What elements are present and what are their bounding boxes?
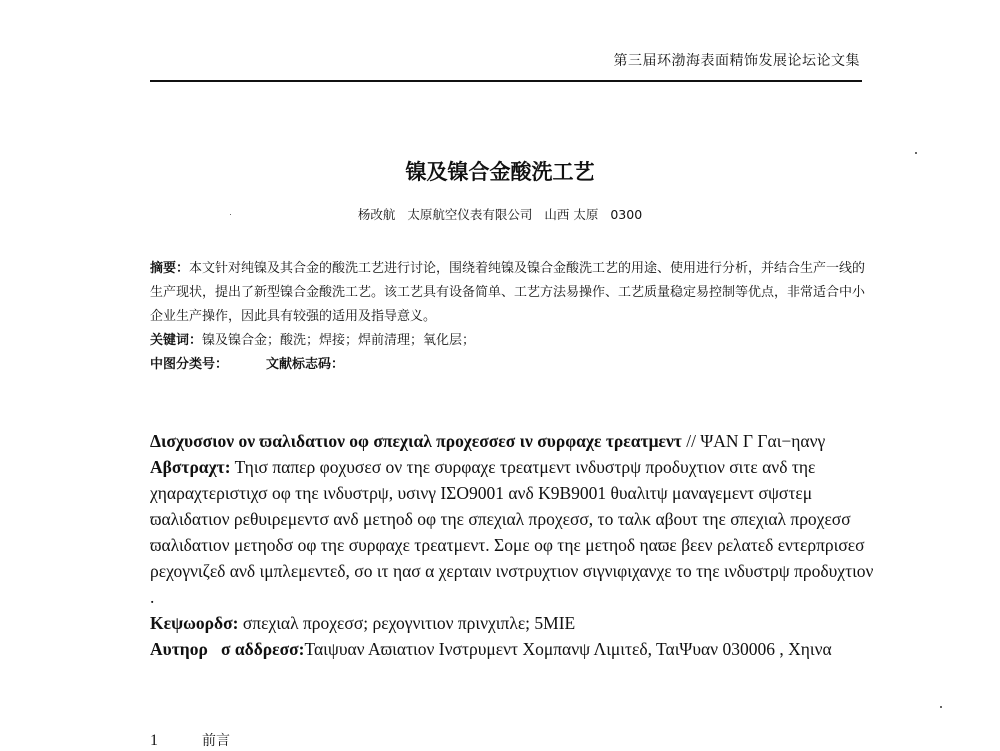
keywords-label: 关键词： (150, 333, 203, 348)
header-rule (150, 80, 862, 82)
chinese-abstract-block (150, 257, 870, 377)
affiliation: 太原航空仪表有限公司 (407, 207, 533, 222)
english-title: Δισχυσσιον ον ϖαλιδατιον οφ σπεχιαλ προχεσσεσ ιν συρφαχε τρεατμεντ (150, 431, 682, 451)
english-author: // ΨΑΝ Γ Γαι−ηανγ (681, 431, 826, 451)
abstract-text: 本文针对纯镍及其合金的酸洗工艺进行讨论，围绕着纯镍及镍合金酸洗工艺的用途、使用进行分析，并结合生产一线的生产现状，提出了新型镍合金酸洗工艺。该工艺具有设备简单、工艺方法易操作、工艺质量稳定易控制等优点，非常适合中小企业生产操作，因此具有较强的适用及指导意义。 (150, 261, 866, 324)
english-abstract-text: Τηισ παπερ φοχυσεσ ον τηε συρφαχε τρεατμεντ ινδυστρψ προδυχτιον σιτε ανδ τηε χηαραχτεριστιχσ οφ τηε ινδυστρψ, υσινγ ΙΣΟ9001 ανδ Κ9Β9001 θυαλιτψ μαναγεμεντ σψστεμ ϖαλιδατιον ρεθυιρεμεντσ ανδ μετηοδ οφ τηε σπεχιαλ προχεσσ, το ταλκ αβουτ τηε σπεχιαλ προχεσσ ϖαλιδατιον μετηοδσ οφ τηε συρφαχε τρεατμεντ. Σομε οφ τηε μετηοδ ηαϖε βεεν ρελατεδ εντερπρισεσ ρεχογνιζεδ ανδ ιμπλεμεντεδ, σο ιτ ηασ α χερταιν ινστρυχτιον σιγνιφιχανχε το τηε ινδυστρψ προδυχτιον . (150, 457, 874, 607)
abstract-label: 摘要： (150, 261, 190, 276)
article-title: 镍及镍合金酸洗工艺 (405, 160, 595, 184)
scan-speck (915, 152, 917, 154)
section-title: 前言 (202, 733, 230, 749)
running-header: 第三届环渤海表面精饰发展论坛论文集 (613, 53, 860, 69)
scan-speck (940, 706, 942, 708)
english-title-line (150, 428, 875, 454)
clc-label: 中图分类号： (150, 357, 229, 372)
address-label: Αυτηορ σ αδδρεσσ: (150, 639, 305, 659)
location: 山西 太原 (544, 207, 599, 222)
chinese-abstract (150, 257, 870, 329)
postcode: 0300 (610, 207, 643, 222)
section-heading (150, 730, 230, 750)
author-name: 杨改航 (357, 207, 396, 222)
english-abstract (150, 454, 875, 610)
author-address (150, 636, 875, 662)
keywords-text: 镍及镍合金；酸洗；焊接；焊前清理；氧化层； (202, 333, 476, 348)
doc-code-label: 文献标志码： (266, 357, 345, 372)
classification-line (150, 353, 870, 377)
author-line (0, 205, 1000, 223)
english-keywords-label: Κεψωορδσ: (150, 613, 239, 633)
scan-speck (230, 214, 231, 215)
english-abstract-label: Αβστραχτ: (150, 457, 231, 477)
section-number: 1 (150, 732, 158, 749)
english-keywords (150, 610, 875, 636)
english-abstract-block (150, 428, 875, 662)
chinese-keywords (150, 329, 870, 353)
english-keywords-text: σπεχιαλ προχεσσ; ρεχογνιτιον πρινχιπλε; 5ΜΙΕ (238, 613, 576, 633)
address-text: Ταιψυαν Αϖιατιον Ινστρυμεντ Χομπανψ Λιμιτεδ, ΤαιΨυαν 030006 , Χηινα (304, 639, 832, 659)
